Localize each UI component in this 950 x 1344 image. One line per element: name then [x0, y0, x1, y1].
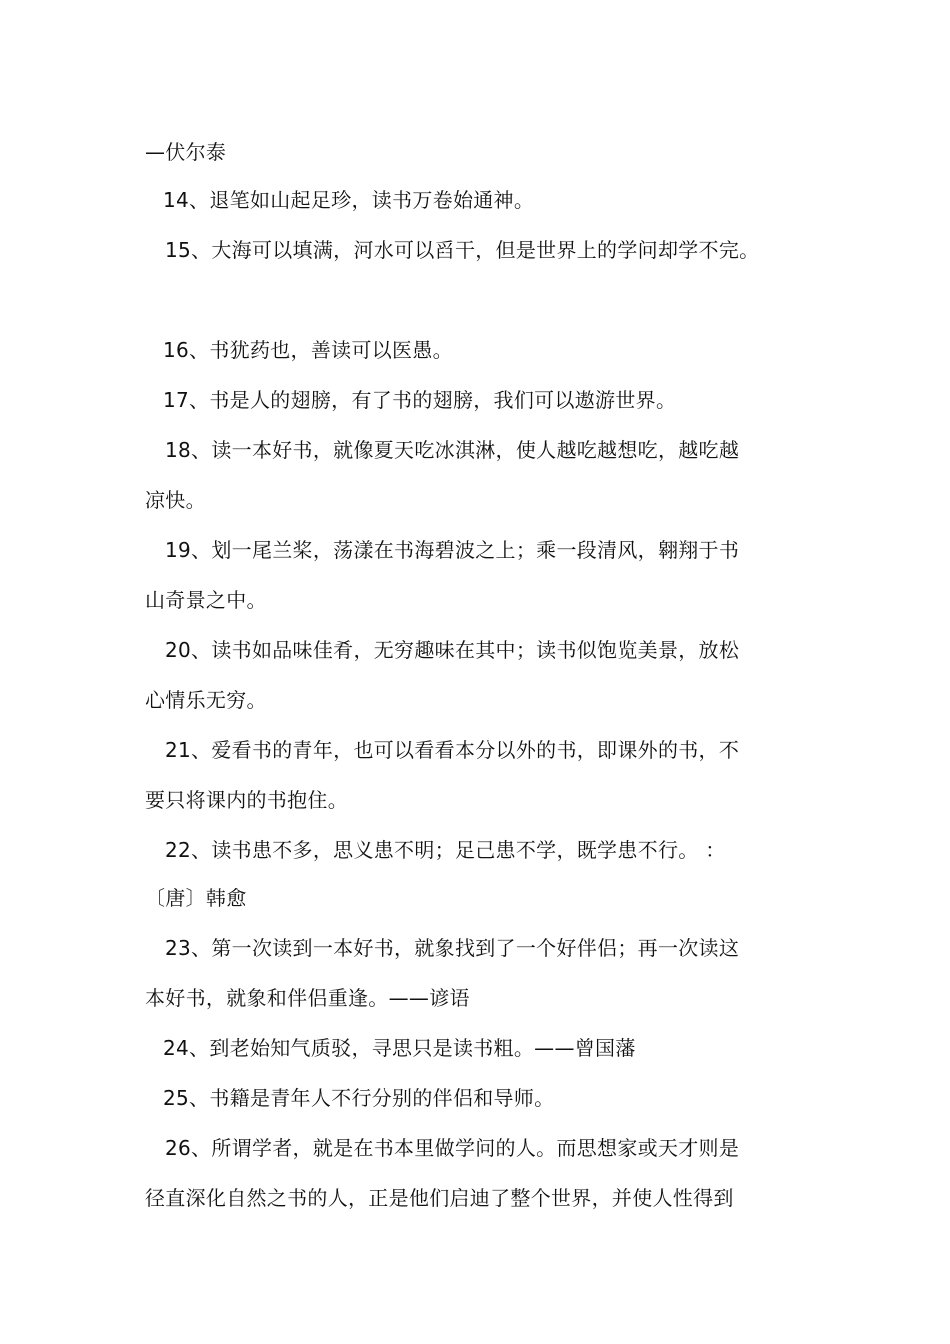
text-line: 25、书籍是青年人不行分别的伴侣和导师。 — [163, 1086, 555, 1110]
text-line: 15、大海可以填满，河水可以舀干，但是世界上的学问却学不完。 — [165, 238, 760, 262]
text-line: 20、读书如品味佳肴，无穷趣味在其中；读书似饱览美景，放松 — [165, 638, 740, 662]
text-line: 24、到老始知气质驳，寻思只是读书粗。——曾国藩 — [163, 1036, 636, 1060]
text-line: 26、所谓学者，就是在书本里做学问的人。而思想家或天才则是 — [165, 1136, 740, 1160]
text-line: 凉快。 — [145, 488, 206, 512]
text-line: 山奇景之中。 — [145, 588, 267, 612]
text-line: 18、读一本好书，就像夏天吃冰淇淋，使人越吃越想吃，越吃越 — [165, 438, 740, 462]
text-line: 21、爱看书的青年，也可以看看本分以外的书，即课外的书，不 — [165, 738, 740, 762]
text-line: 16、书犹药也，善读可以医愚。 — [163, 338, 453, 362]
text-line: 22、读书患不多，思义患不明；足己患不学，既学患不行。 ： — [165, 838, 726, 862]
text-line: 本好书，就象和伴侣重逢。——谚语 — [145, 986, 470, 1010]
text-line: 14、退笔如山起足珍，读书万卷始通神。 — [163, 188, 535, 212]
text-line: 19、划一尾兰桨，荡漾在书海碧波之上；乘一段清风，翱翔于书 — [165, 538, 740, 562]
text-line: 心情乐无穷。 — [145, 688, 267, 712]
text-line: —伏尔泰 — [145, 140, 227, 164]
text-line: 23、第一次读到一本好书，就象找到了一个好伴侣；再一次读这 — [165, 936, 740, 960]
text-line: 〔唐〕韩愈 — [145, 886, 247, 910]
text-line: 17、书是人的翅膀，有了书的翅膀，我们可以遨游世界。 — [163, 388, 677, 412]
text-line: 要只将课内的书抱住。 — [145, 788, 348, 812]
text-line: 径直深化自然之书的人，正是他们启迪了整个世界，并使人性得到 — [145, 1186, 734, 1210]
